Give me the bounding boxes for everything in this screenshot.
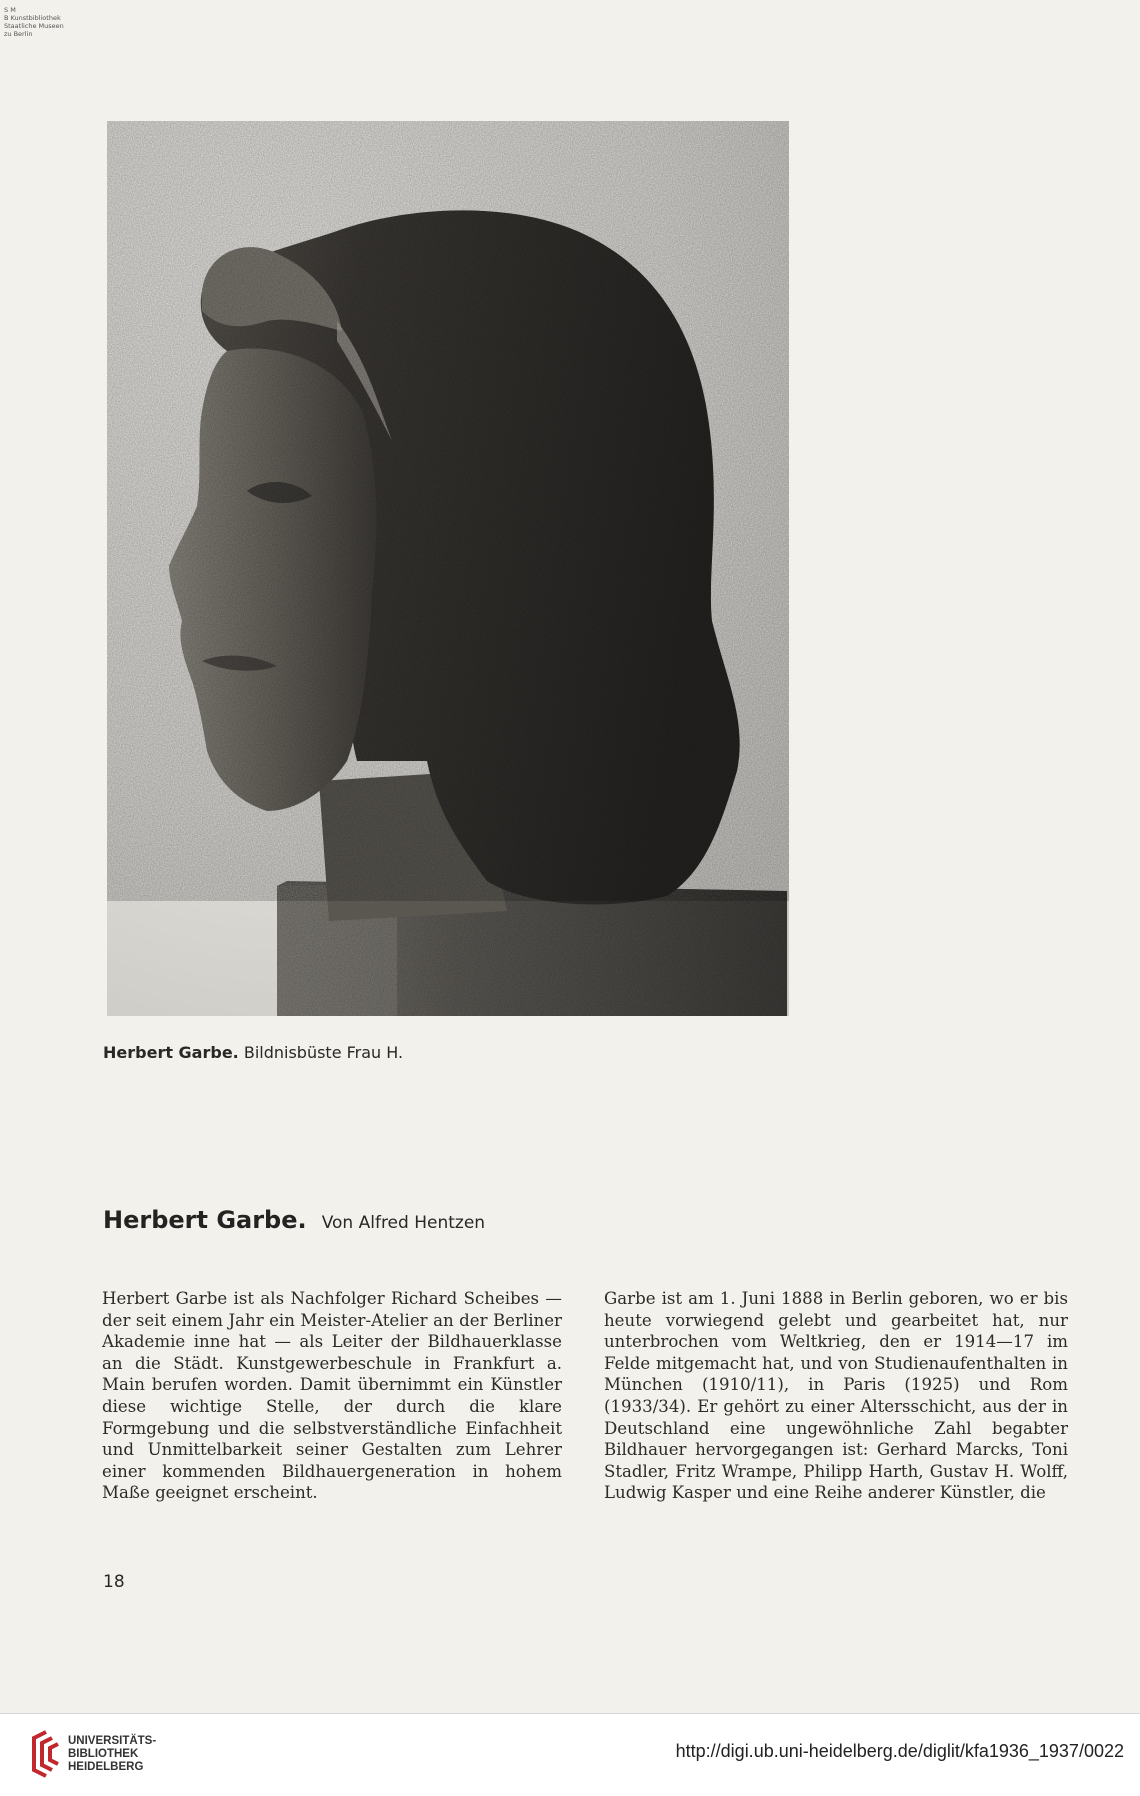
library-logo-icon — [28, 1728, 68, 1778]
source-url-link[interactable]: http://digi.ub.uni-heidelberg.de/diglit/kfa1936_1937/0022 — [675, 1741, 1124, 1761]
stamp-line: B Kunstbibliothek — [4, 14, 61, 22]
body-column-right: Garbe ist am 1. Juni 1888 in Berlin geboren, wo er bis heute vorwiegend gelebt und gearbeitet hat, nur unterbrochen vom Weltkrieg, den er 1914—17 im Felde mitgemacht hat, und von Studienaufenthalten in München (1910/11), in Paris (1925) und Rom (1933/34). Er gehört zu einer Altersschicht, aus der in Deutschland eine ungewöhnliche Zahl begabter Bildhauer hervorgegangen ist: Gerhard Marcks, Toni Stadler, Fritz Wrampe, Philipp Harth, Gustav H. Wolff, Ludwig Kasper und eine Reihe anderer Künstler, die — [604, 1289, 1068, 1503]
page-number: 18 — [103, 1572, 125, 1592]
stamp-line: zu Berlin — [4, 30, 33, 38]
digitization-footer — [0, 1713, 1140, 1796]
figure-caption — [103, 1043, 403, 1062]
body-column-left: Herbert Garbe ist als Nachfolger Richard Scheibes — der seit einem Jahr ein Meister-Atelier an der Berliner Akademie inne hat — als Leiter der Bildhauerklasse an die Städt. Kunstgewerbeschule in Frankfurt a. Main berufen worden. Damit übernimmt ein Künstler diese wichtige Stelle, der durch die klare Formgebung und die selbstverständliche Einfachheit und Unmittelbarkeit seiner Gestalten zum Lehrer einer kommenden Bildhauergeneration in hohem Maße geeignet erscheint. — [102, 1289, 562, 1503]
caption-title: Bildnisbüste Frau H. — [243, 1043, 404, 1062]
stamp-line: Staatliche Museen — [4, 22, 64, 30]
article-author: Von Alfred Hentzen — [321, 1213, 486, 1233]
sculpture-photo — [107, 121, 789, 1016]
article-heading — [103, 1206, 485, 1234]
caption-artist: Herbert Garbe. — [103, 1043, 239, 1062]
article-title: Herbert Garbe. — [103, 1206, 307, 1234]
library-stamp — [4, 6, 64, 38]
library-name — [68, 1735, 156, 1774]
stamp-line: S M — [4, 6, 16, 14]
library-name-line: UNIVERSITÄTS- — [68, 1735, 157, 1747]
library-name-line: BIBLIOTHEK — [68, 1748, 139, 1760]
bust-image — [107, 121, 789, 1016]
library-name-line: HEIDELBERG — [68, 1761, 144, 1773]
